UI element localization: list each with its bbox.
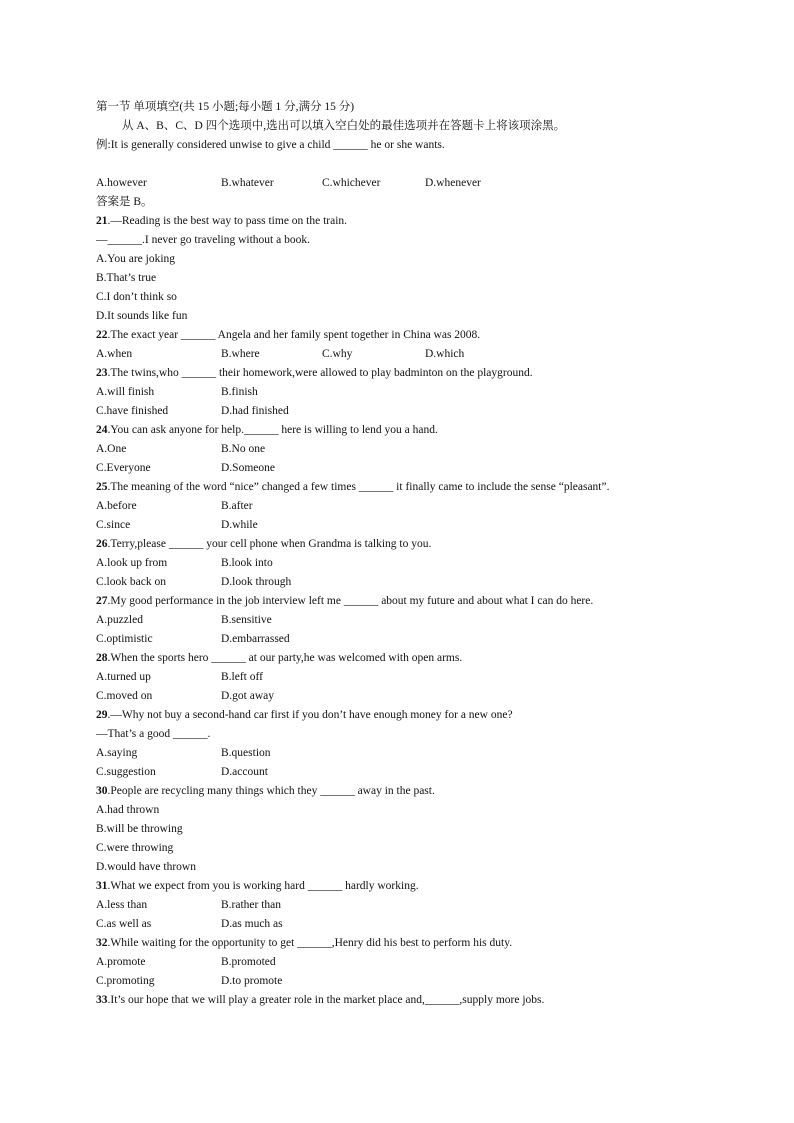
question-25-options-row1 <box>96 497 736 516</box>
question-number: 32 <box>96 937 108 949</box>
option-21-c: C.I don’t think so <box>96 291 177 303</box>
question-26-options-row2 <box>96 573 736 592</box>
option-30-a: A.had thrown <box>96 804 160 816</box>
option-32-b: B.promoted <box>221 956 276 968</box>
option-32-c: C.promoting <box>96 975 155 987</box>
question-text: .What we expect from you is working hard ______ hardly working. <box>107 880 419 892</box>
option-29-d: D.account <box>221 766 268 778</box>
question-23-options-row2 <box>96 402 736 421</box>
example-option-b: B.whatever <box>221 177 274 189</box>
question-27-options-row2 <box>96 630 736 649</box>
question-32-options-row1 <box>96 953 736 972</box>
question-number: 30 <box>96 785 108 797</box>
option-25-d: D.while <box>221 519 258 531</box>
question-text: .When the sports hero ______ at our party,he was welcomed with open arms. <box>107 652 463 664</box>
question-text: .While waiting for the opportunity to get ______,Henry did his best to perform his duty. <box>107 937 513 949</box>
question-28-options-row2 <box>96 687 736 706</box>
question-31-options-row1 <box>96 896 736 915</box>
option-21-d: D.It sounds like fun <box>96 310 188 322</box>
option-32-d: D.to promote <box>221 975 283 987</box>
option-28-a: A.turned up <box>96 671 151 683</box>
section-heading: 第一节 单项填空(共 15 小题;每小题 1 分,满分 15 分) <box>96 101 355 113</box>
option-29-c: C.suggestion <box>96 766 156 778</box>
question-22-stem <box>96 326 736 345</box>
section-instruction: 从 A、B、C、D 四个选项中,选出可以填入空白处的最佳选项并在答题卡上将该项涂黑。 <box>122 120 566 132</box>
option-21-a: A.You are joking <box>96 253 176 265</box>
exam-page <box>96 98 736 1010</box>
spacer <box>96 155 736 174</box>
question-25-stem <box>96 478 736 497</box>
question-23-options-row1 <box>96 383 736 402</box>
example-option-c: C.whichever <box>322 177 381 189</box>
option-23-a: A.will finish <box>96 386 155 398</box>
option-28-b: B.left off <box>221 671 263 683</box>
option-22-c: C.why <box>322 348 353 360</box>
example-options <box>96 174 736 193</box>
example-option-d: D.whenever <box>425 177 481 189</box>
option-26-c: C.look back on <box>96 576 166 588</box>
question-29-options-row2 <box>96 763 736 782</box>
option-28-d: D.got away <box>221 690 275 702</box>
option-25-c: C.since <box>96 519 131 531</box>
question-number: 25 <box>96 481 108 493</box>
option-24-d: D.Someone <box>221 462 275 474</box>
question-number: 28 <box>96 652 108 664</box>
question-26-stem <box>96 535 736 554</box>
option-26-b: B.look into <box>221 557 273 569</box>
question-number: 23 <box>96 367 108 379</box>
question-number: 29 <box>96 709 108 721</box>
option-25-a: A.before <box>96 500 137 512</box>
question-number: 26 <box>96 538 108 550</box>
question-28-options-row1 <box>96 668 736 687</box>
option-23-d: D.had finished <box>221 405 289 417</box>
question-text: .The exact year ______ Angela and her family spent together in China was 2008. <box>107 329 481 341</box>
option-27-a: A.puzzled <box>96 614 143 626</box>
option-22-a: A.when <box>96 348 133 360</box>
example-option-a: A.however <box>96 177 147 189</box>
option-27-b: B.sensitive <box>221 614 272 626</box>
question-25-options-row2 <box>96 516 736 535</box>
question-text: .Terry,please ______ your cell phone when Grandma is talking to you. <box>107 538 432 550</box>
question-26-options-row1 <box>96 554 736 573</box>
question-31-stem <box>96 877 736 896</box>
option-31-d: D.as much as <box>221 918 283 930</box>
option-29-a: A.saying <box>96 747 138 759</box>
question-text: .—Why not buy a second-hand car first if you don’t have enough money for a new one? <box>107 709 513 721</box>
option-24-b: B.No one <box>221 443 266 455</box>
question-21-stem <box>96 212 736 231</box>
question-number: 31 <box>96 880 108 892</box>
question-29-options-row1 <box>96 744 736 763</box>
question-number: 24 <box>96 424 108 436</box>
option-30-d: D.would have thrown <box>96 861 196 873</box>
question-text: .People are recycling many things which they ______ away in the past. <box>107 785 435 797</box>
question-text: .—Reading is the best way to pass time on the train. <box>107 215 348 227</box>
option-30-c: C.were throwing <box>96 842 174 854</box>
question-32-options-row2 <box>96 972 736 991</box>
option-22-d: D.which <box>425 348 465 360</box>
option-23-b: B.finish <box>221 386 258 398</box>
question-31-options-row2 <box>96 915 736 934</box>
question-text: .The twins,who ______ their homework,were allowed to play badminton on the playground. <box>107 367 533 379</box>
option-32-a: A.promote <box>96 956 146 968</box>
question-27-options-row1 <box>96 611 736 630</box>
option-27-d: D.embarrassed <box>221 633 290 645</box>
question-number: 27 <box>96 595 108 607</box>
question-number: 21 <box>96 215 108 227</box>
question-text: .You can ask anyone for help.______ here is willing to lend you a hand. <box>107 424 438 436</box>
option-31-a: A.less than <box>96 899 148 911</box>
question-number: 22 <box>96 329 108 341</box>
question-29-stem <box>96 706 736 725</box>
question-32-stem <box>96 934 736 953</box>
question-24-options-row1 <box>96 440 736 459</box>
option-21-b: B.That’s true <box>96 272 157 284</box>
example-answer: 答案是 B。 <box>96 196 153 208</box>
option-26-d: D.look through <box>221 576 292 588</box>
option-26-a: A.look up from <box>96 557 168 569</box>
option-29-b: B.question <box>221 747 271 759</box>
option-27-c: C.optimistic <box>96 633 153 645</box>
question-28-stem <box>96 649 736 668</box>
question-number: 33 <box>96 994 108 1006</box>
question-29-reply: —That’s a good ______. <box>96 728 211 740</box>
question-24-stem <box>96 421 736 440</box>
question-21-reply: —______.I never go traveling without a book. <box>96 234 310 246</box>
option-24-c: C.Everyone <box>96 462 151 474</box>
option-25-b: B.after <box>221 500 253 512</box>
question-27-stem <box>96 592 736 611</box>
option-24-a: A.One <box>96 443 127 455</box>
question-text: .The meaning of the word “nice” changed a few times ______ it finally came to include the sense “pleasant”. <box>107 481 610 493</box>
question-text: .It’s our hope that we will play a greater role in the market place and,______,supply more jobs. <box>107 994 545 1006</box>
question-text: .My good performance in the job interview left me ______ about my future and about what I can do here. <box>107 595 594 607</box>
option-31-b: B.rather than <box>221 899 282 911</box>
option-30-b: B.will be throwing <box>96 823 183 835</box>
question-23-stem <box>96 364 736 383</box>
option-23-c: C.have finished <box>96 405 169 417</box>
example-stem: 例:It is generally considered unwise to give a child ______ he or she wants. <box>96 139 445 151</box>
question-33-stem <box>96 991 736 1010</box>
question-22-options <box>96 345 736 364</box>
option-22-b: B.where <box>221 348 260 360</box>
option-31-c: C.as well as <box>96 918 152 930</box>
question-30-stem <box>96 782 736 801</box>
question-24-options-row2 <box>96 459 736 478</box>
option-28-c: C.moved on <box>96 690 153 702</box>
